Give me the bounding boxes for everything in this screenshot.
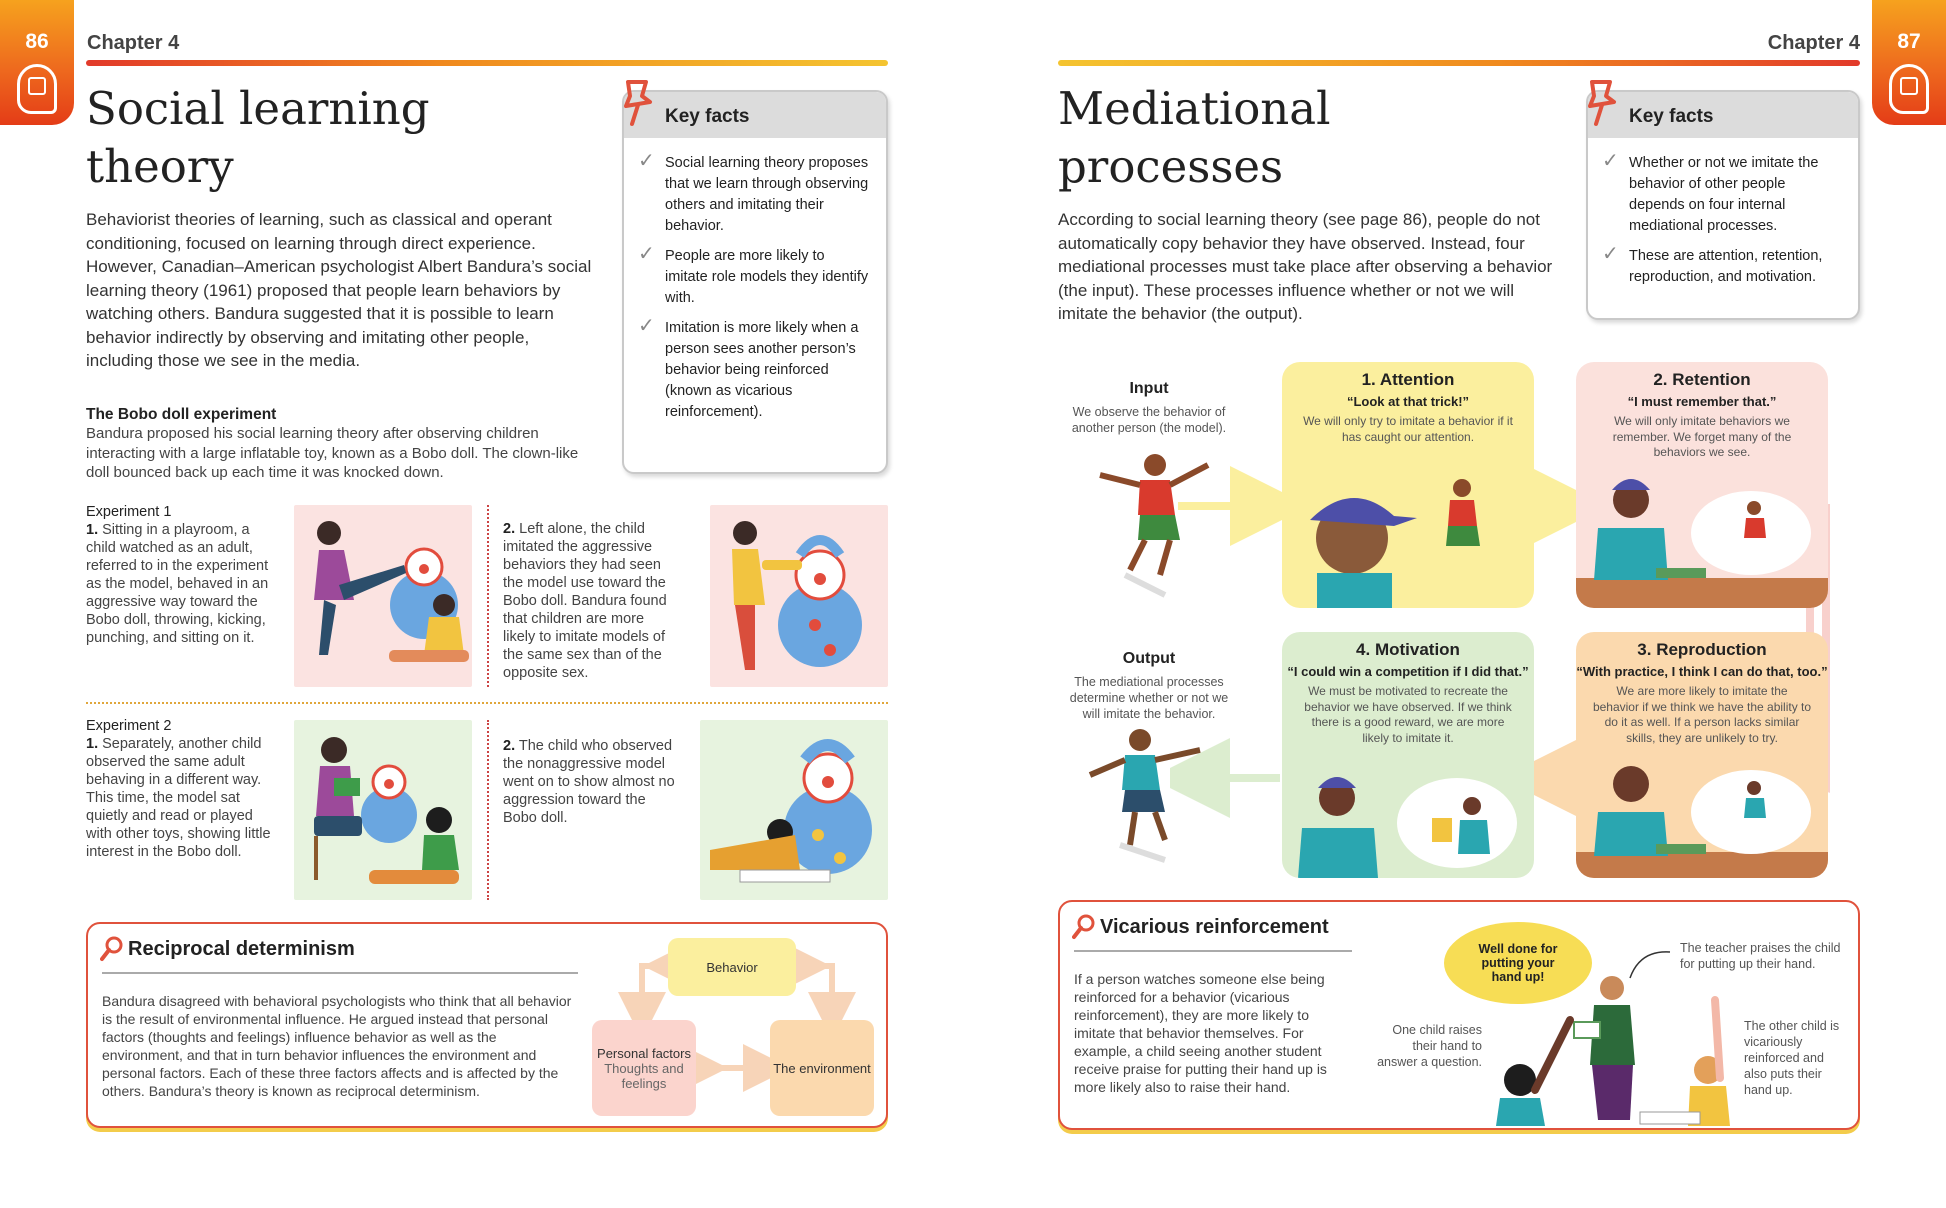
key-facts-box xyxy=(622,90,888,474)
attention-box xyxy=(1282,362,1534,608)
attention-title: 1. Attention xyxy=(1361,370,1455,389)
bobo-text: Bandura proposed his social learning theory after observing children interacting with a large inflatable toy, known as a Bobo doll. The clown-like doll bounced back up each time it was knocked down. xyxy=(86,425,579,481)
retention-quote: “I must remember that.” xyxy=(1627,394,1777,409)
motivation-text: We must be motivated to recreate the behavior we have observed. If we think there is a good reward, we are more likely to imitate it. xyxy=(1304,684,1512,745)
key-facts-box xyxy=(1586,90,1860,320)
magnifier-icon xyxy=(1072,914,1096,940)
intro-paragraph: Behaviorist theories of learning, such as classical and operant conditioning, focused on learning through direct experience. However, Canadian–American psychologist Albert Bandura’s social learning theory (1961) proposed that people learn behaviors by watching others. Bandura suggested that it is possible to learn behavior indirectly by observing and imitating other people, including those we see in the media. xyxy=(86,210,592,370)
reproduction-text: We are more likely to imitate the behavior if we think we have the ability to do it as well. If a person lacks similar skills, they are unlikely to try. xyxy=(1592,684,1812,745)
classroom-illustration xyxy=(1490,950,1750,1126)
reproduction-title: 3. Reproduction xyxy=(1637,640,1767,659)
chapter-tab-right xyxy=(1872,0,1946,125)
page-number: 87 xyxy=(1897,30,1921,53)
attention-quote: “Look at that trick!” xyxy=(1346,394,1470,409)
experiment1-illustration-2 xyxy=(710,505,888,687)
environment-node: The environment xyxy=(770,1020,874,1116)
retention-text: We will only imitate behaviors we remember. We forget many of the behaviors we see. xyxy=(1612,414,1792,459)
behavior-node: Behavior xyxy=(668,938,796,996)
dotted-divider xyxy=(487,720,489,900)
chapter-label: Chapter 4 xyxy=(1767,32,1860,54)
key-fact-item: ✓ Social learning theory proposes that we learn through observing others and imitating their behavior. xyxy=(624,153,870,237)
key-fact-item: ✓ Imitation is more likely when a person sees another person’s behavior being reinforced (known as vicarious reinforcement). xyxy=(624,318,870,423)
key-fact-item: ✓ People are more likely to imitate role models they identify with. xyxy=(624,246,870,309)
bobo-section xyxy=(86,406,596,483)
motivation-title: 4. Motivation xyxy=(1356,640,1460,659)
vicarious-heading: Vicarious reinforcement xyxy=(1100,916,1329,938)
dotted-separator xyxy=(86,702,888,704)
vicarious-text: If a person watches someone else being reinforced for a behavior (vicarious reinforcement), they are more likely to imitate that behavior themselves. For example, a child seeing another student receive praise for putting their hand up is more likely also to raise their hand. xyxy=(1074,971,1327,1095)
section-rule xyxy=(1074,950,1352,952)
experiment2-step2: 2. The child who observed the nonaggressive model went on to show almost no aggression toward the Bobo doll. xyxy=(503,738,675,826)
reciprocal-text: Bandura disagreed with behavioral psychologists who think that all behavior is the result of environmental influence. He argued instead that personal factors (thoughts and feelings) influence behavior as well as the environment, and that in turn behavior influences the environment and personal factors. Each of these three factors affects and is affected by the others. Bandura’s theory is known as reciprocal determinism. xyxy=(102,993,572,1099)
page-title: Social learning theory xyxy=(86,82,430,193)
section-rule xyxy=(102,972,578,974)
page-number: 86 xyxy=(25,30,49,53)
experiment1-label: Experiment 1 xyxy=(86,504,172,520)
bobo-heading: The Bobo doll experiment xyxy=(86,406,277,423)
attention-text: We will only try to imitate a behavior if it has caught our attention. xyxy=(1303,414,1513,444)
experiment2-label: Experiment 2 xyxy=(86,718,172,734)
experiment2-illustration-2 xyxy=(700,720,888,900)
speech-bubble: Well done for putting your hand up! xyxy=(1444,922,1592,1004)
header-rule xyxy=(86,60,888,66)
key-fact-item: ✓ These are attention, retention, reproduction, and motivation. xyxy=(1588,246,1842,288)
annotation-child: One child raises their hand to answer a question. xyxy=(1377,1023,1482,1069)
experiment2-step1: Experiment 2 1. Separately, another child observed the same adult behaving in a different way. This time, the model sat quietly and read or played with other toys, showing little interest in the Bobo doll. xyxy=(86,718,271,860)
annotation-teacher: The teacher praises the child for putting up their hand. xyxy=(1680,941,1841,971)
experiment1-illustration-1 xyxy=(294,505,472,687)
reproduction-box xyxy=(1576,632,1828,878)
output-label: Output The mediational processes determine whether or not we will imitate the behavior. xyxy=(1069,650,1229,721)
pushpin-icon xyxy=(1584,78,1624,128)
head-puzzle-icon xyxy=(1889,64,1929,114)
pushpin-icon xyxy=(620,78,660,128)
key-fact-item: ✓ Whether or not we imitate the behavior of other people depends on four internal mediational processes. xyxy=(1588,153,1842,237)
head-puzzle-icon xyxy=(17,64,57,114)
header-rule xyxy=(1058,60,1860,66)
chapter-label: Chapter 4 xyxy=(87,32,180,54)
retention-title: 2. Retention xyxy=(1653,370,1751,389)
reciprocal-heading: Reciprocal determinism xyxy=(128,938,355,960)
annotation-other-child: The other child is vicariously reinforced and also puts their hand up. xyxy=(1744,1019,1840,1097)
page-title: Mediational processes xyxy=(1058,82,1331,193)
dotted-divider xyxy=(487,505,489,687)
magnifier-icon xyxy=(100,936,124,962)
motivation-box xyxy=(1282,632,1534,878)
intro-paragraph: According to social learning theory (see page 86), people do not automatically copy behavior they have observed. Instead, four mediational processes must take place after observing a behavior (the input). These processes influence whether or not we will imitate the behavior (the output). xyxy=(1058,210,1553,323)
experiment2-illustration-1 xyxy=(294,720,472,900)
experiment1-step1: Experiment 1 1. Sitting in a playroom, a child watched as an adult, referred to in the experiment as the model, behaved in an aggressive way toward the Bobo doll, throwing, kicking, punching, and sitting on it. xyxy=(86,503,272,647)
experiment1-step2: 2. Left alone, the child imitated the aggressive behaviors they had seen the model use toward the Bobo doll. Bandura found that children are more likely to imitate models of the same sex than of the opposite sex. xyxy=(503,521,667,681)
input-label: Input We observe the behavior of another person (the model). xyxy=(1071,380,1227,435)
key-facts-heading: Key facts xyxy=(624,92,886,138)
key-facts-heading: Key facts xyxy=(1588,92,1858,138)
motivation-quote: “I could win a competition if I did that.” xyxy=(1287,664,1529,679)
reproduction-quote: “With practice, I think I can do that, too.” xyxy=(1576,664,1828,679)
chapter-tab-left xyxy=(0,0,74,125)
retention-box xyxy=(1576,362,1828,608)
personal-factors-node: Personal factors Thoughts and feelings xyxy=(592,1020,696,1116)
